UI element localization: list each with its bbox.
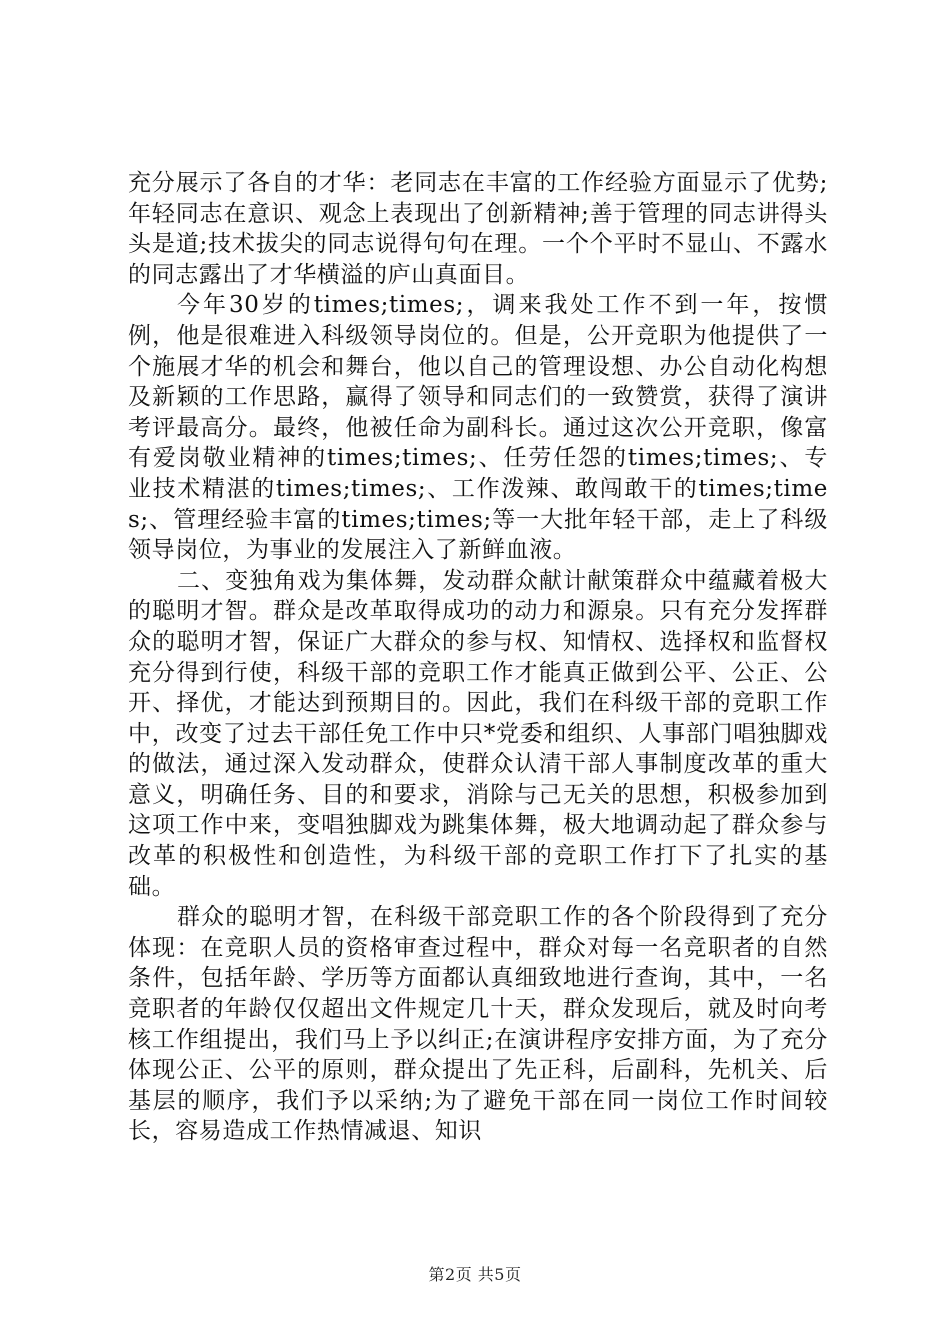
paragraph-2: 今年30岁的times;times;，调来我处工作不到一年，按惯例，他是很难进入科级领导岗位的。但是，公开竞职为他提供了一个施展才华的机会和舞台，他以自己的管理设想、办公自动化构想及新颖的工作思路，赢得了领导和同志们的一致赞赏，获得了演讲考评最高分。最终，他被任命为副科长。通过这次公开竞职，像富有爱岗敬业精神的times;times;、任劳任怨的times;times;、专业技术精湛的times;times;、工作泼辣、敢闯敢干的times;times;、管理经验丰富的times;times;等一大批年轻干部，走上了科级领导岗位，为事业的发展注入了新鲜血液。 [128,292,828,564]
paragraph-4: 群众的聪明才智，在科级干部竞职工作的各个阶段得到了充分体现：在竞职人员的资格审查过程中，群众对每一名竞职者的自然条件，包括年龄、学历等方面都认真细致地进行查询，其中，一名竞职者的年龄仅仅超出文件规定几十天，群众发现后，就及时向考核工作组提出，我们马上予以纠正;在演讲程序安排方面，为了充分体现公正、公平的原则，群众提出了先正科，后副科，先机关、后基层的顺序，我们予以采纳;为了避免干部在同一岗位工作时间较长，容易造成工作热情减退、知识 [128,904,828,1145]
page-number-footer: 第2页 共5页 [428,1265,522,1284]
paragraph-1: 充分展示了各自的才华：老同志在丰富的工作经验方面显示了优势;年轻同志在意识、观念上表现出了创新精神;善于管理的同志讲得头头是道;技术拔尖的同志说得句句在理。一个个平时不显山、不露水的同志露出了才华横溢的庐山真面目。 [128,170,828,288]
document-body [128,168,828,1147]
paragraph-3: 二、变独角戏为集体舞，发动群众献计献策群众中蕴藏着极大的聪明才智。群众是改革取得成功的动力和源泉。只有充分发挥群众的聪明才智，保证广大群众的参与权、知情权、选择权和监督权充分得到行使，科级干部的竞职工作才能真正做到公平、公正、公开、择优，才能达到预期目的。因此，我们在科级干部的竞职工作中，改变了过去干部任免工作中只*党委和组织、人事部门唱独脚戏的做法，通过深入发动群众，使群众认清干部人事制度改革的重大意义，明确任务、目的和要求，消除与己无关的思想，积极参加到这项工作中来，变唱独脚戏为跳集体舞，极大地调动起了群众参与改革的积极性和创造性，为科级干部的竞职工作打下了扎实的基础。 [128,567,828,900]
